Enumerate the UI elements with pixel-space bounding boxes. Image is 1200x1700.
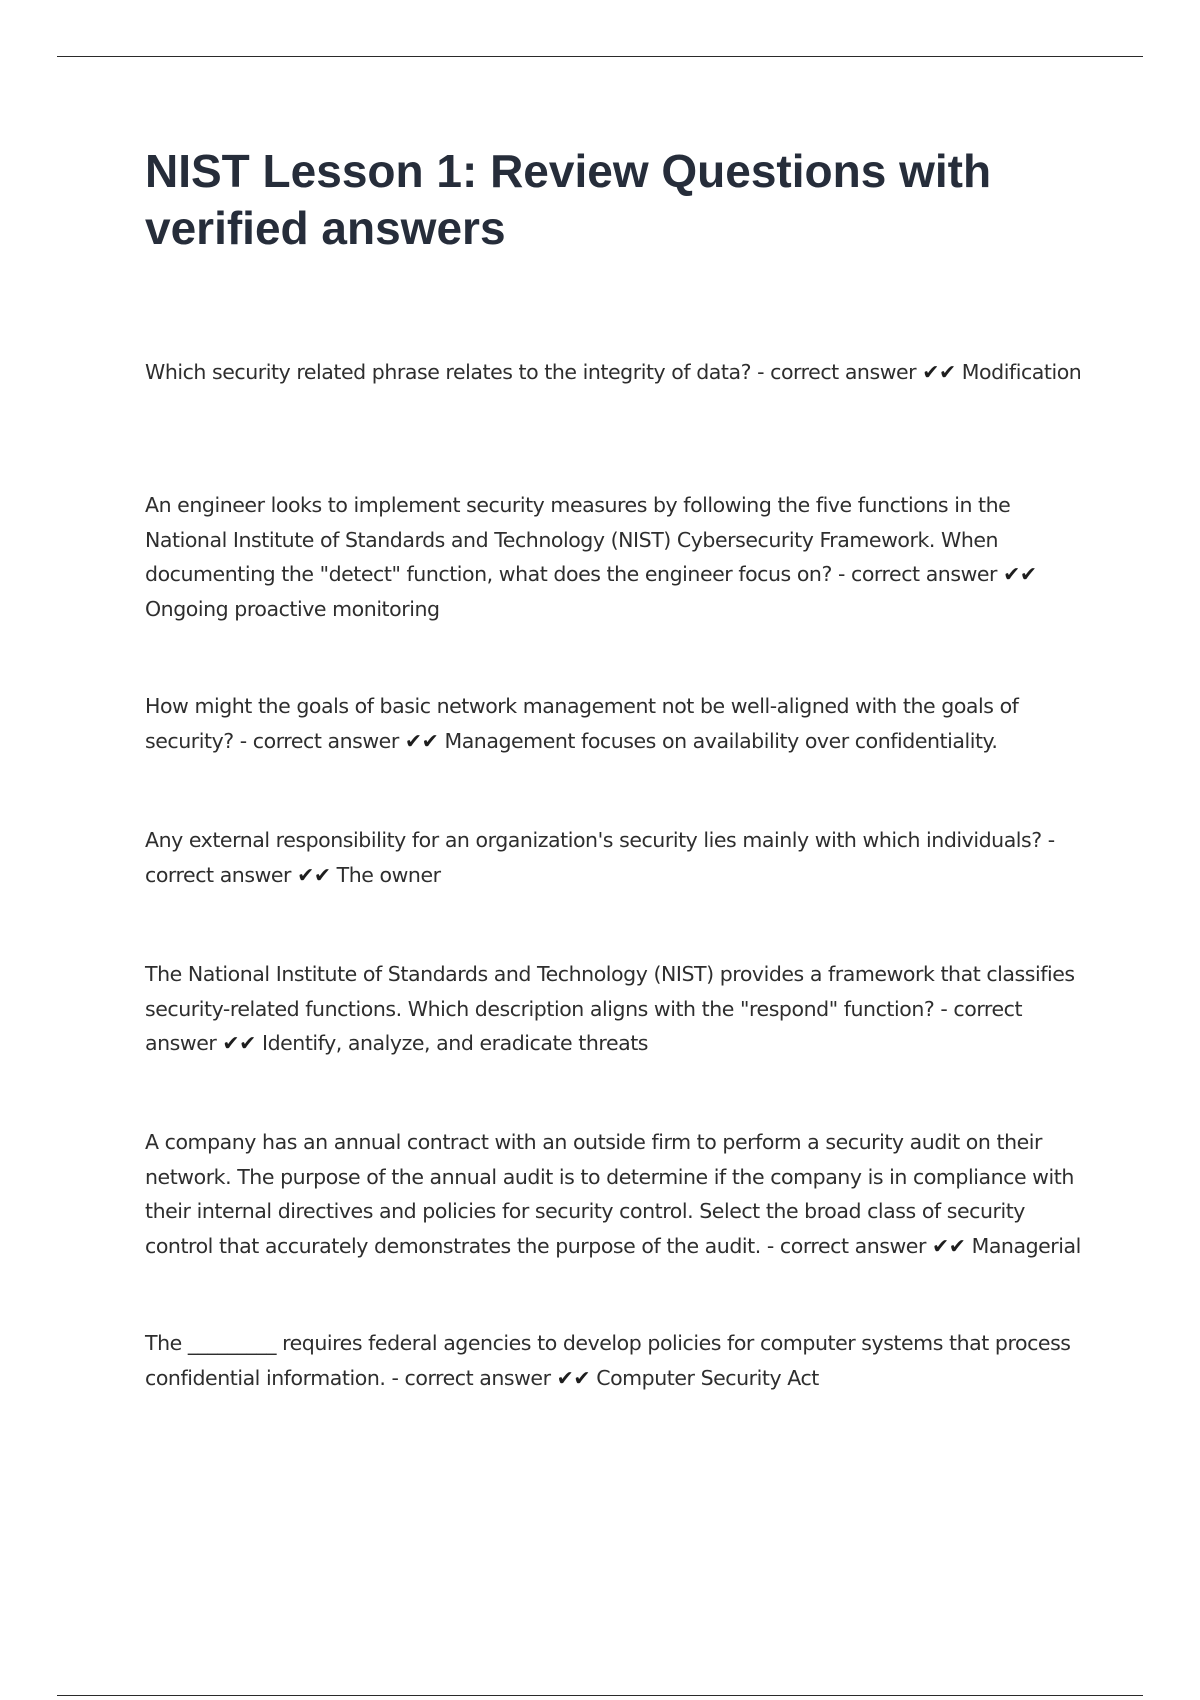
answer-text: Identify, analyze, and eradicate threats bbox=[261, 1031, 649, 1055]
qa-item bbox=[145, 689, 1095, 758]
answer-text: Ongoing proactive monitoring bbox=[145, 596, 440, 621]
qa-item bbox=[145, 957, 1095, 1061]
answer-separator: - correct answer bbox=[766, 1233, 926, 1258]
top-divider bbox=[57, 56, 1143, 57]
answer-text: Computer Security Act bbox=[596, 1365, 819, 1390]
answer-separator: - correct answer bbox=[145, 996, 1023, 1055]
question-text: The National Institute of Standards and Technology (NIST) provides a framework that classifies security-related functions. Which description aligns with the "respond" function? bbox=[145, 962, 1075, 1021]
question-text: Which security related phrase relates to the integrity of data? bbox=[145, 360, 752, 384]
question-text: Any external responsibility for an organization's security lies mainly with which individuals? bbox=[145, 828, 1042, 852]
answer-text: The owner bbox=[336, 862, 441, 887]
check-mark-icon: ✔✔ bbox=[297, 862, 331, 887]
check-mark-icon: ✔✔ bbox=[404, 728, 439, 753]
qa-item bbox=[145, 823, 1095, 892]
qa-item bbox=[145, 1125, 1095, 1263]
check-mark-icon: ✔✔ bbox=[556, 1365, 591, 1390]
answer-separator: - correct answer bbox=[837, 562, 998, 586]
qa-item bbox=[145, 488, 1095, 626]
answer-separator: - correct answer bbox=[757, 360, 917, 384]
check-mark-icon: ✔✔ bbox=[222, 1031, 256, 1055]
qa-item bbox=[145, 355, 1095, 390]
answer-separator: - correct answer bbox=[391, 1365, 551, 1390]
answer-text: Managerial bbox=[971, 1233, 1081, 1258]
bottom-divider bbox=[57, 1695, 1143, 1696]
check-mark-icon: ✔✔ bbox=[922, 360, 956, 384]
answer-separator: - correct answer bbox=[145, 828, 1055, 887]
page-title: NIST Lesson 1: Review Questions with verified answers bbox=[145, 145, 992, 254]
question-text: An engineer looks to implement security measures by following the five functions in the National Institute of Standards and Technology (NIST) Cybersecurity Framework. When documenting the "detect" function, what does the engineer focus on? bbox=[145, 493, 1011, 586]
check-mark-icon: ✔✔ bbox=[1003, 562, 1037, 586]
question-text: The _________ requires federal agencies to develop policies for computer systems that process confidential information. bbox=[145, 1331, 1071, 1390]
qa-item bbox=[145, 1326, 1095, 1395]
check-mark-icon: ✔✔ bbox=[932, 1233, 966, 1258]
answer-separator: - correct answer bbox=[239, 728, 399, 753]
question-text: How might the goals of basic network management not be well-aligned with the goals of security? bbox=[145, 694, 1019, 753]
answer-text: Management focuses on availability over confidentiality. bbox=[444, 728, 998, 753]
answer-text: Modification bbox=[961, 360, 1082, 384]
question-text: A company has an annual contract with an outside firm to perform a security audit on their network. The purpose of the annual audit is to determine if the company is in compliance with their internal directives and policies for security control. Select the broad class of security control that accurately demonstrates the purpose of the audit. bbox=[145, 1130, 1074, 1258]
